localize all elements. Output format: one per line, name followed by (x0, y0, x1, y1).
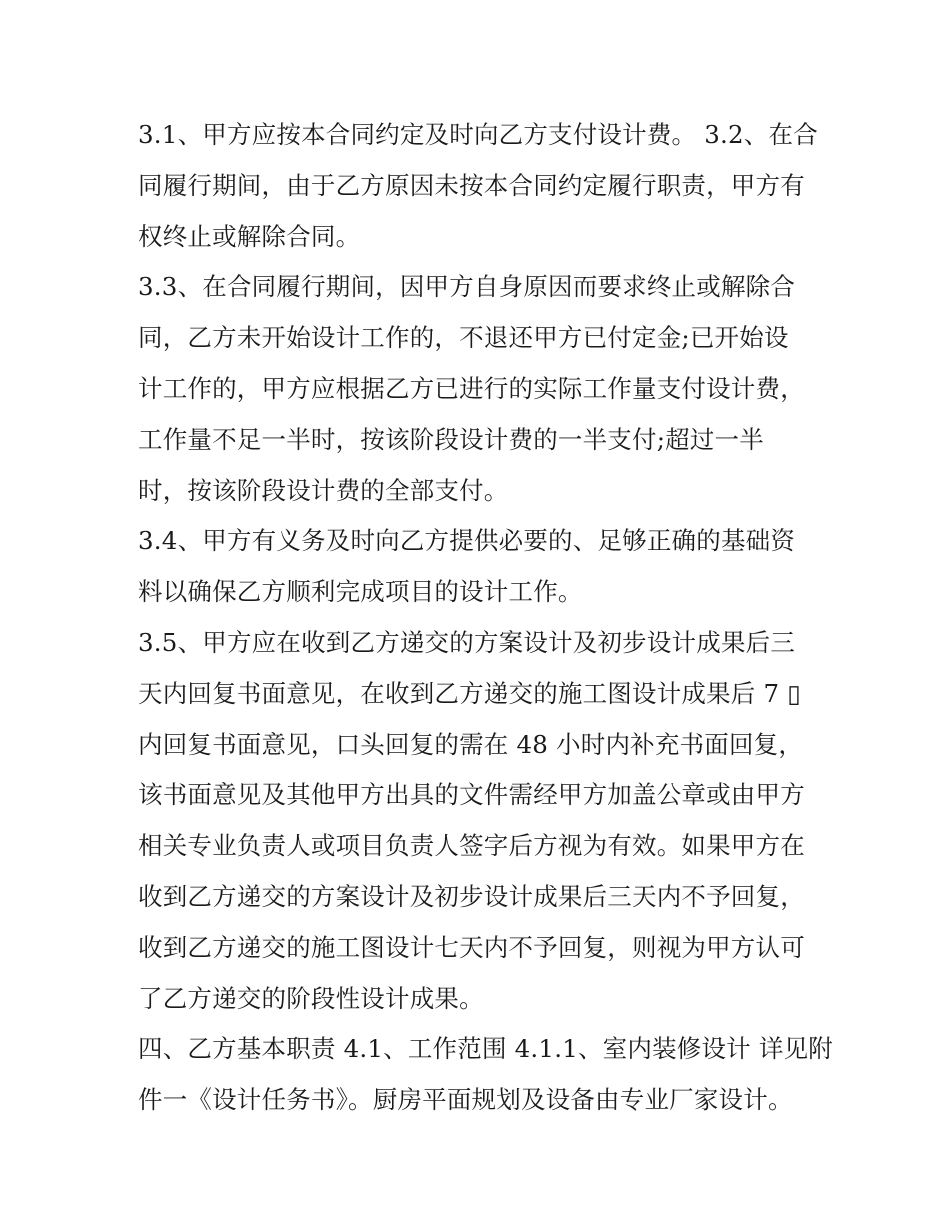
text-line: 同履行期间，由于乙方原因未按本合同约定履行职责，甲方有 (138, 170, 805, 200)
text-line: 该书面意见及其他甲方出具的文件需经甲方加盖公章或由甲方 (138, 780, 805, 810)
text-line: 收到乙方递交的施工图设计七天内不予回复，则视为甲方认可 (138, 932, 805, 962)
text-line-clause-3-5: 3.5、甲方应在收到乙方递交的方案设计及初步设计成果后三 (138, 627, 796, 657)
text-line: 料以确保乙方顺利完成项目的设计工作。 (138, 577, 583, 607)
text-line-clause-3-4: 3.4、甲方有义务及时向乙方提供必要的、足够正确的基础资 (138, 526, 796, 556)
text-line: 相关专业负责人或项目负责人签字后方视为有效。如果甲方在 (138, 831, 805, 861)
text-line: 工作量不足一半时，按该阶段设计费的一半支付;超过一半 (138, 424, 764, 454)
text-line: 同，乙方未开始设计工作的，不退还甲方已付定金;已开始设 (138, 323, 789, 353)
document-body (138, 110, 833, 1126)
text-line-section-4: 四、乙方基本职责 4.1、工作范围 4.1.1、室内装修设计 详见附 (138, 1034, 833, 1064)
text-line: 权终止或解除合同。 (138, 221, 361, 251)
text-line: 天内回复书面意见，在收到乙方递交的施工图设计成果后 7 ▯ (138, 678, 801, 708)
text-line: 了乙方递交的阶段性设计成果。 (138, 983, 484, 1013)
text-line: 时，按该阶段设计费的全部支付。 (138, 475, 509, 505)
text-line: 内回复书面意见，口头回复的需在 48 小时内补充书面回复， (138, 729, 804, 759)
text-line: 件一《设计任务书》。厨房平面规划及设备由专业厂家设计。 (138, 1085, 793, 1115)
text-line: 计工作的，甲方应根据乙方已进行的实际工作量支付设计费， (138, 373, 805, 403)
text-line-clause-3-3: 3.3、在合同履行期间，因甲方自身原因而要求终止或解除合 (138, 272, 796, 302)
text-line: 收到乙方递交的方案设计及初步设计成果后三天内不予回复， (138, 881, 805, 911)
text-line-clause-3-1: 3.1、甲方应按本合同约定及时向乙方支付设计费。 3.2、在合 (138, 120, 818, 149)
